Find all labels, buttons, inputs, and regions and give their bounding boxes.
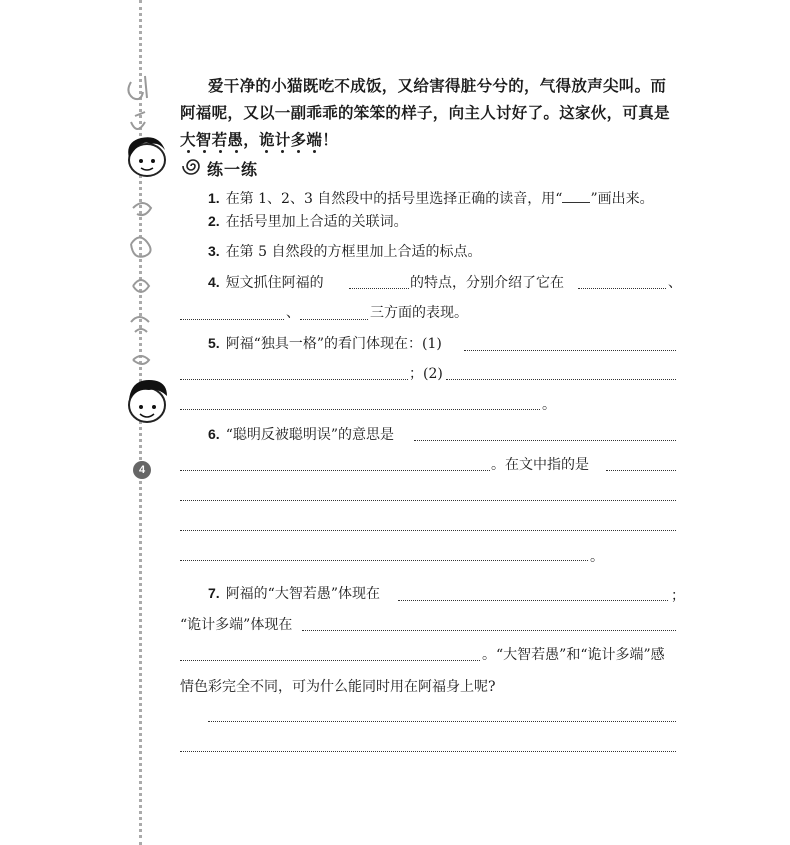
answer-blank[interactable] [180,560,588,561]
question-6-part-2: 。在文中指的是 [491,457,589,473]
answer-blank[interactable] [180,379,408,380]
answer-blank[interactable] [180,751,676,752]
answer-blank[interactable] [180,500,676,501]
question-4-line-1: 4. 短文抓住阿福的 [208,274,324,291]
question-4-sep: 、 [668,275,682,291]
page-number-badge: 4 [133,461,151,479]
answer-blank[interactable] [180,530,676,531]
underline-sample [562,192,590,203]
answer-blank[interactable] [180,319,284,320]
answer-blank[interactable] [180,409,540,410]
question-2: 2. 在括号里加上合适的关联词。 [208,213,408,230]
semicolon: ； [671,588,685,604]
question-5: 5. 阿福“独具一格”的看门体现在：(1) [208,335,442,352]
answer-blank[interactable] [606,470,676,471]
answer-blank[interactable] [464,350,676,351]
answer-blank[interactable] [208,721,676,722]
question-7-part-2: “诡计多端”体现在 [180,617,293,633]
answer-blank[interactable] [446,379,676,380]
doodle-letter-2 [131,112,145,129]
answer-blank[interactable] [302,630,676,631]
intro-line-1: 爱干净的小猫既吃不成饭，又给害得脏兮兮的，气得放声尖叫。而 [208,76,667,95]
question-4-text: 的特点，分别介绍了它在 [410,275,564,291]
spiral-icon [180,156,206,176]
answer-blank[interactable] [349,288,409,289]
answer-blank[interactable] [180,660,480,661]
doodle-letter-1 [128,76,147,99]
answer-blank[interactable] [414,440,676,441]
sidebar-doodle-decoration [115,60,185,440]
question-5-part-2: ；(2) [409,366,443,382]
period: 。 [590,549,604,565]
question-1: 1. 在第 1、2、3 自然段中的括号里选择正确的读音，用“ ”画出来。 [208,190,654,207]
question-7-part-4: 情色彩完全不同，可为什么能同时用在阿福身上呢? [180,679,496,695]
section-title: 练一练 [207,160,259,179]
answer-blank[interactable] [398,600,668,601]
answer-blank[interactable] [300,319,368,320]
question-4-sep-2: 、 [286,305,300,321]
question-6: 6. “聪明反被聪明误”的意思是 [208,426,395,443]
period: 。 [542,397,556,413]
question-7-part-3: 。“大智若愚”和“诡计多端”感 [482,647,665,663]
intro-line-3: 大智若愚，诡计多端！ [180,130,339,149]
answer-blank[interactable] [180,470,490,471]
question-3: 3. 在第 5 自然段的方框里加上合适的标点。 [208,243,482,260]
boy-face-icon [129,380,167,422]
question-4-text-end: 三方面的表现。 [370,305,468,321]
question-7: 7. 阿福的“大智若愚”体现在 [208,585,381,602]
girl-face-icon [128,137,165,176]
intro-line-2: 阿福呢，又以一副乖乖的笨笨的样子，向主人讨好了。这家伙，可真是 [180,103,670,122]
answer-blank[interactable] [578,288,666,289]
